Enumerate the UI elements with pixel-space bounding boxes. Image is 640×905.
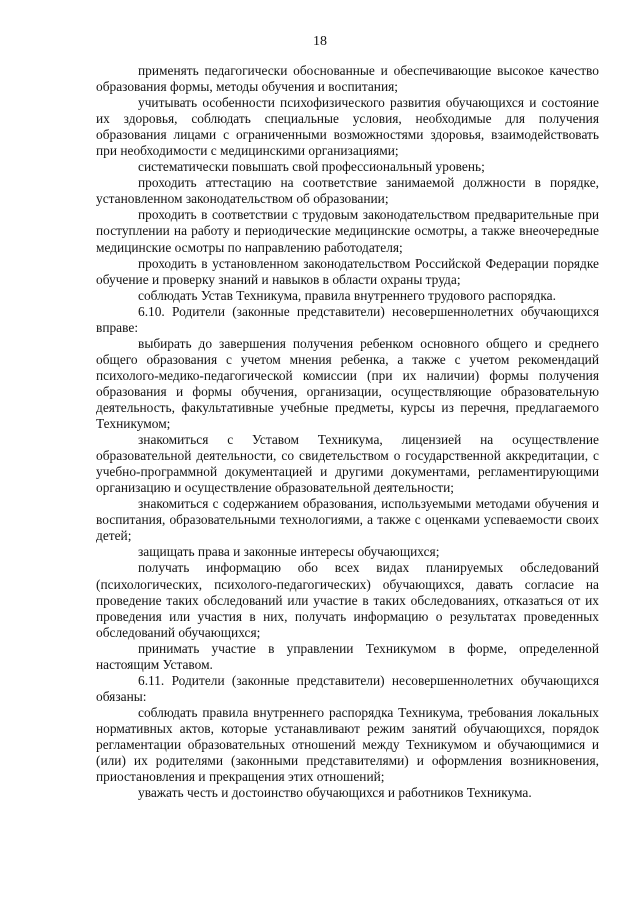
clause-6-10-heading: 6.10. Родители (законные представители) несовершеннолетних обучающихся вправе: xyxy=(96,303,599,335)
paragraph-familiarize-charter: знакомиться с Уставом Техникума, лицензией на осуществление образовательной деятельности, со свидетельством о государственной аккредитации, с учебно-программной документацией и другими документами, регламентирующими организацию и осуществление образовательной деятельности; xyxy=(96,432,599,496)
paragraph-participate-management: принимать участие в управлении Техникумом в форме, определенной настоящим Уставом. xyxy=(96,640,599,672)
paragraph-pedagogical-methods: применять педагогически обоснованные и обеспечивающие высокое качество образования формы, методы обучения и воспитания; xyxy=(96,63,599,95)
paragraph-examinations-info: получать информацию обо всех видах планируемых обследований (психологических, психолого-педагогических) обучающихся, давать согласие на проведение таких обследований или участие в таких обследованиях, отказаться от их проведения или участия в них, получать информацию о результатах проведенных обследований обучающихся; xyxy=(96,560,599,640)
paragraph-student-health: учитывать особенности психофизического развития обучающихся и состояние их здоровья, соблюдать специальные условия, необходимые для получения образования лицами с ограниченными возможностями здоровья, взаимодействовать при необходимости с медицинскими организациями; xyxy=(96,95,599,159)
paragraph-labor-safety-training: проходить в установленном законодательством Российской Федерации порядке обучение и проверку знаний и навыков в области охраны труда; xyxy=(96,255,599,287)
paragraph-observe-charter: соблюдать Устав Техникума, правила внутреннего трудового распорядка. xyxy=(138,287,556,303)
paragraph-attestation: проходить аттестацию на соответствие занимаемой должности в порядке, установленном законодательством об образовании; xyxy=(96,175,599,207)
paragraph-choose-education-form: выбирать до завершения получения ребенком основного общего и среднего общего образования с учетом мнения ребенка, а также с учетом рекомендаций психолого-медико-педагогической комиссии (при их наличии) формы получения образования и формы обучения, организации, осуществляющие образовательную деятельность, факультативные учебные предметы, курсы из перечня, предлагаемого Техникумом; xyxy=(96,335,599,432)
paragraph-observe-rules: соблюдать правила внутреннего распорядка Техникума, требования локальных нормативных актов, которые устанавливают режим занятий обучающихся, порядок регламентации образовательных отношений между Техникумом и обучающимися и (или) их родителями (законными представителями) и оформления возникновения, приостановления и прекращения этих отношений; xyxy=(96,704,599,785)
paragraph-familiarize-content: знакомиться с содержанием образования, используемыми методами обучения и воспитания, образовательными технологиями, а также с оценками успеваемости своих детей; xyxy=(96,496,599,544)
clause-6-11-heading: 6.11. Родители (законные представители) несовершеннолетних обучающихся обязаны: xyxy=(96,672,599,704)
paragraph-medical-examinations: проходить в соответствии с трудовым законодательством предварительные при поступлении на работу и периодические медицинские осмотры, а также внеочередные медицинские осмотры по направлению работодателя; xyxy=(96,207,599,255)
paragraph-respect-dignity: уважать честь и достоинство обучающихся и работников Техникума. xyxy=(138,785,532,801)
page-number: 18 xyxy=(313,34,327,49)
paragraph-professional-level: систематически повышать свой профессиональный уровень; xyxy=(138,159,485,175)
paragraph-protect-rights: защищать права и законные интересы обучающихся; xyxy=(138,544,440,560)
document-body xyxy=(96,63,599,801)
